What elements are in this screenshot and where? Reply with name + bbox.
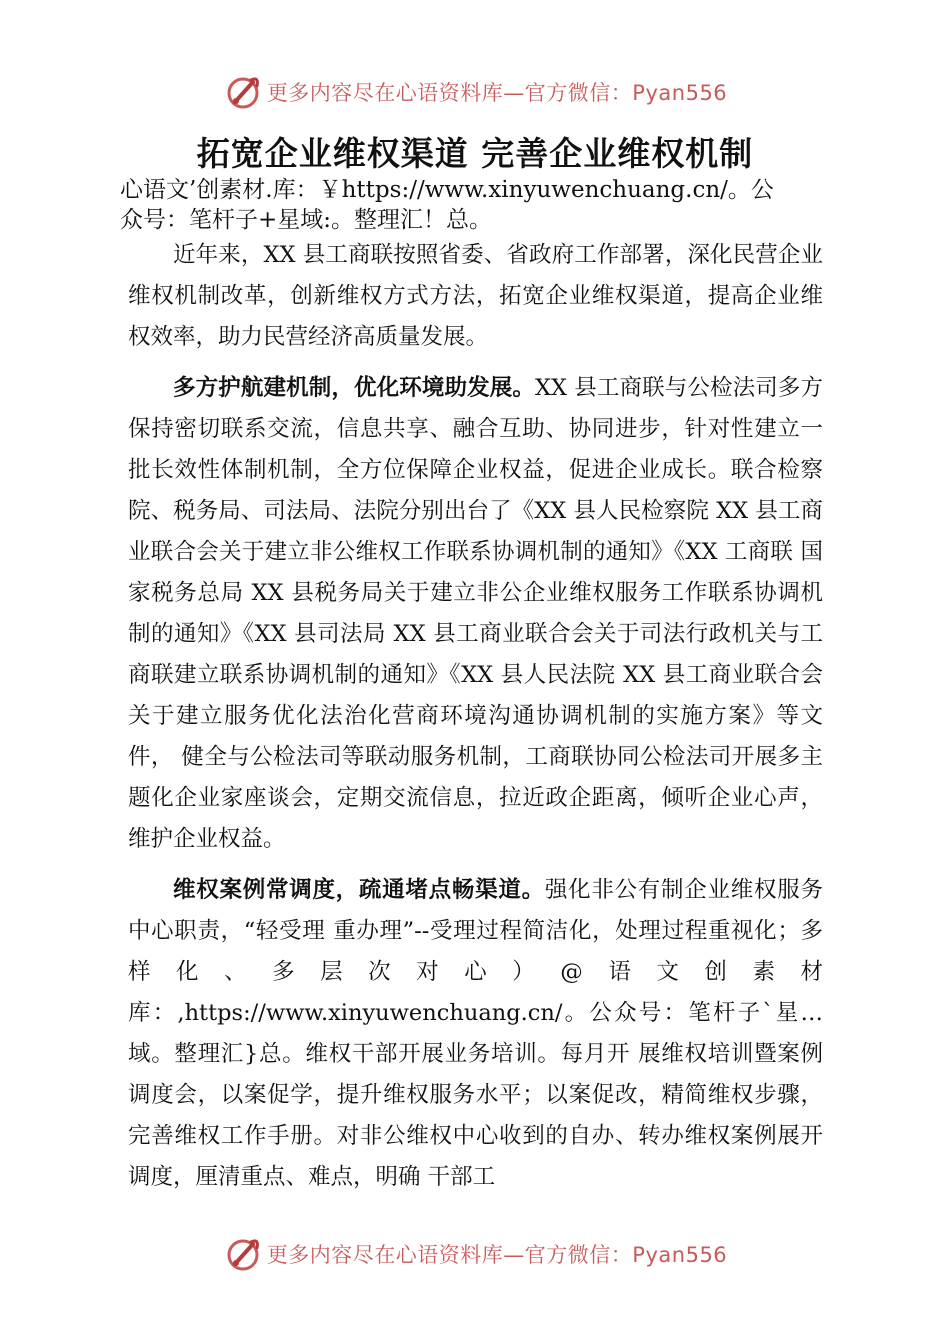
source-line-1: 心语文’创素材.库：￥https://www.xinyuwenchuang.cn/。公 xyxy=(120,177,774,203)
paragraph-mechanism-body: XX 县工商联与公检法司多方保持密切联系交流，信息共享、融合互助、协同进步，针对性建立一批长效性体制机制，全方位保障企业权益，促进企业成长。联合检察院、税务局、司法局、法院分别出台了《XX 县人民检察院 XX 县工商业联合会关于建立非公维权工作联系协调机制的通知》《XX 工商联 国家税务总局 XX 县税务局关于建立非公企业维权服务工作联系协调机制的通知》《XX 县司法局 XX 县工商业联合会关于司法行政机关与工商联建立联系协调机制的通知》《XX 县人民法院 XX 县工商业联合会关于建立服务优化法治化营商环境沟通协调机制的实施方案》等文件， 健全与公检法司等联动服务机制，工商联协同公检法司开展多主题化企业家座谈会，定期交流信息，拉近政企距离，倾听企业心声，维护企业权益。 xyxy=(128,375,823,852)
document-body xyxy=(128,235,823,1198)
watermark-banner-top xyxy=(0,70,950,114)
paragraph-mechanism-heading: 多方护航建机制，优化环境助发展。 xyxy=(173,375,535,401)
watermark-text-bottom: 更多内容尽在心语资料库—官方微信：Pyan556 xyxy=(266,1243,728,1267)
paragraph-cases-body: 强化非公有制企业维权服务中心职责，“轻受理 重办理”--受理过程简洁化，处理过程重视化；多样化、多层次对心）@语文创素材库：,https://www.xinyuwenchuang.cn/。公众号：笔杆子`星…域。整理汇}总。维权干部开展业务培训。每月开 展维权培训暨案例调度会，以案促学，提升维权服务水平；以案促改，精简维权步骤，完善维权工作手册。对非公维权中心收到的自办、转办维权案例展开调度，厘清重点、难点，明确 干部工 xyxy=(128,877,823,1190)
paragraph-intro: 近年来，XX 县工商联按照省委、省政府工作部署，深化民营企业维权机制改革，创新维权方式方法，拓宽企业维权渠道，提高企业维权效率，助力民营经济高质量发展。 xyxy=(128,242,823,350)
document-title: 拓宽企业维权渠道 完善企业维权机制 xyxy=(196,134,754,173)
paragraph-mechanism xyxy=(128,368,823,860)
brush-logo-icon xyxy=(223,1234,263,1274)
source-line-2: 众号：笔杆子+星域:。整理汇！总。 xyxy=(120,207,493,233)
watermark-banner-bottom xyxy=(0,1232,950,1276)
watermark-text-top: 更多内容尽在心语资料库—官方微信：Pyan556 xyxy=(266,81,728,105)
paragraph-cases-heading: 维权案例常调度，疏通堵点畅渠道。 xyxy=(173,877,545,903)
brush-logo-icon xyxy=(223,72,263,112)
paragraph-cases xyxy=(128,870,823,1198)
